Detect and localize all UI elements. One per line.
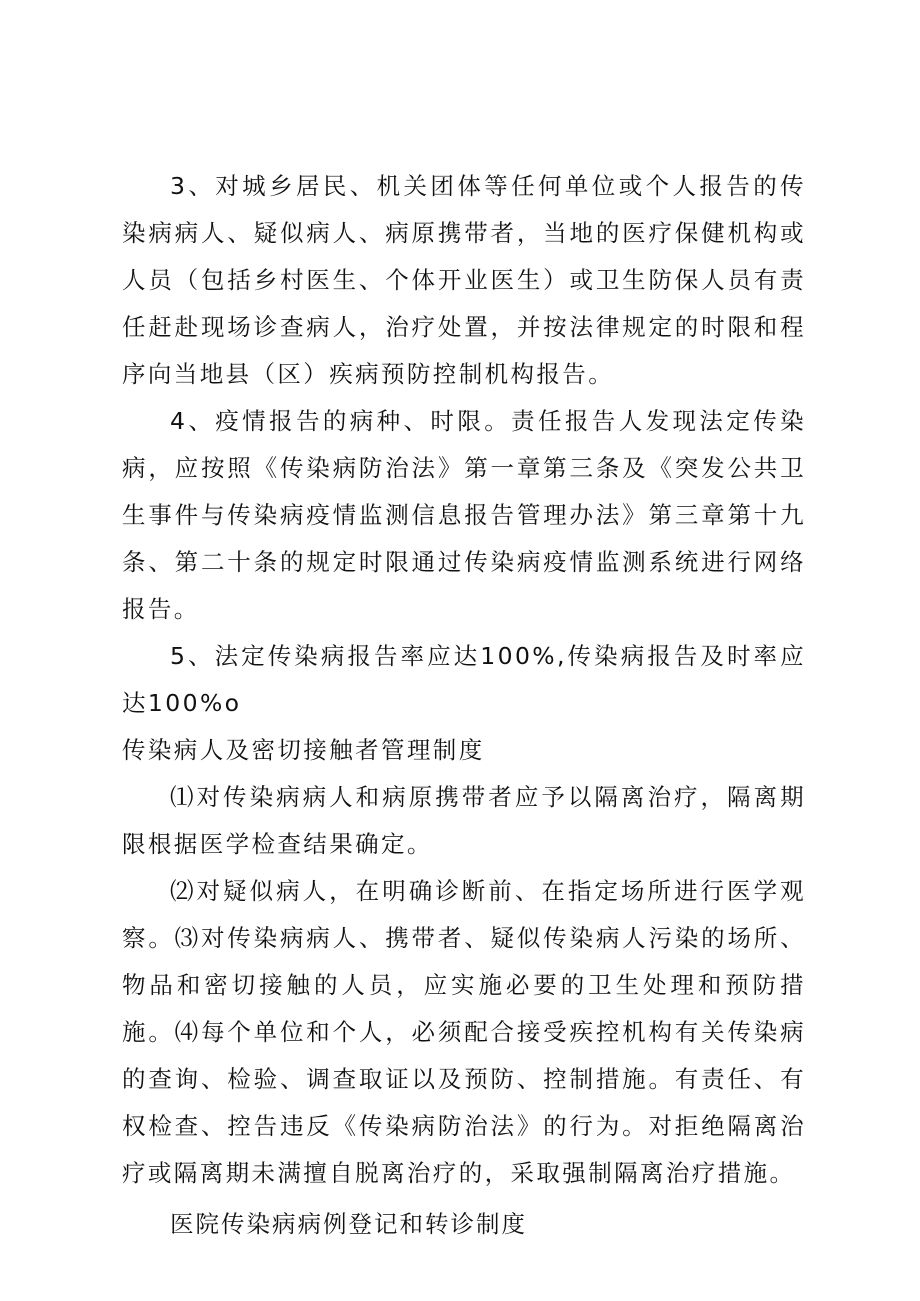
paragraph-item-3: 3、对城乡居民、机关团体等任何单位或个人报告的传染病病人、疑似病人、病原携带者，当地的医疗保健机构或人员（包括乡村医生、个体开业医生）或卫生防保人员有责任赶赴现场诊查病人，治疗处置，并按法律规定的时限和程序向当地县（区）疾病预防控制机构报告。 <box>122 172 806 388</box>
paragraph-item-5: 5、法定传染病报告率应达100%,传染病报告及时率应达100%o <box>122 642 806 717</box>
paragraph-item-2-4: ⑵对疑似病人，在明确诊断前、在指定场所进行医学观察。⑶对传染病病人、携带者、疑似传染病人污染的场所、物品和密切接触的人员，应实施必要的卫生处理和预防措施。⑷每个单位和个人，必须配合接受疾控机构有关传染病的查询、检验、调查取证以及预防、控制措施。有责任、有权检查、控告违反《传染病防治法》的行为。对拒绝隔离治疗或隔离期未满擅自脱离治疗的，采取强制隔离治疗措施。 <box>122 877 806 1187</box>
document-body <box>122 163 806 1248</box>
section-heading-case-registration: 医院传染病病例登记和转诊制度 <box>170 1210 527 1238</box>
section-heading-patient-management: 传染病人及密切接触者管理制度 <box>122 736 485 764</box>
paragraph-item-1: ⑴对传染病病人和病原携带者应予以隔离治疗，隔离期限根据医学检查结果确定。 <box>122 783 806 858</box>
paragraph-item-4: 4、疫情报告的病种、时限。责任报告人发现法定传染病，应按照《传染病防治法》第一章第三条及《突发公共卫生事件与传染病疫情监测信息报告管理办法》第三章第十九条、第二十条的规定时限通过传染病疫情监测系统进行网络报告。 <box>122 407 806 623</box>
